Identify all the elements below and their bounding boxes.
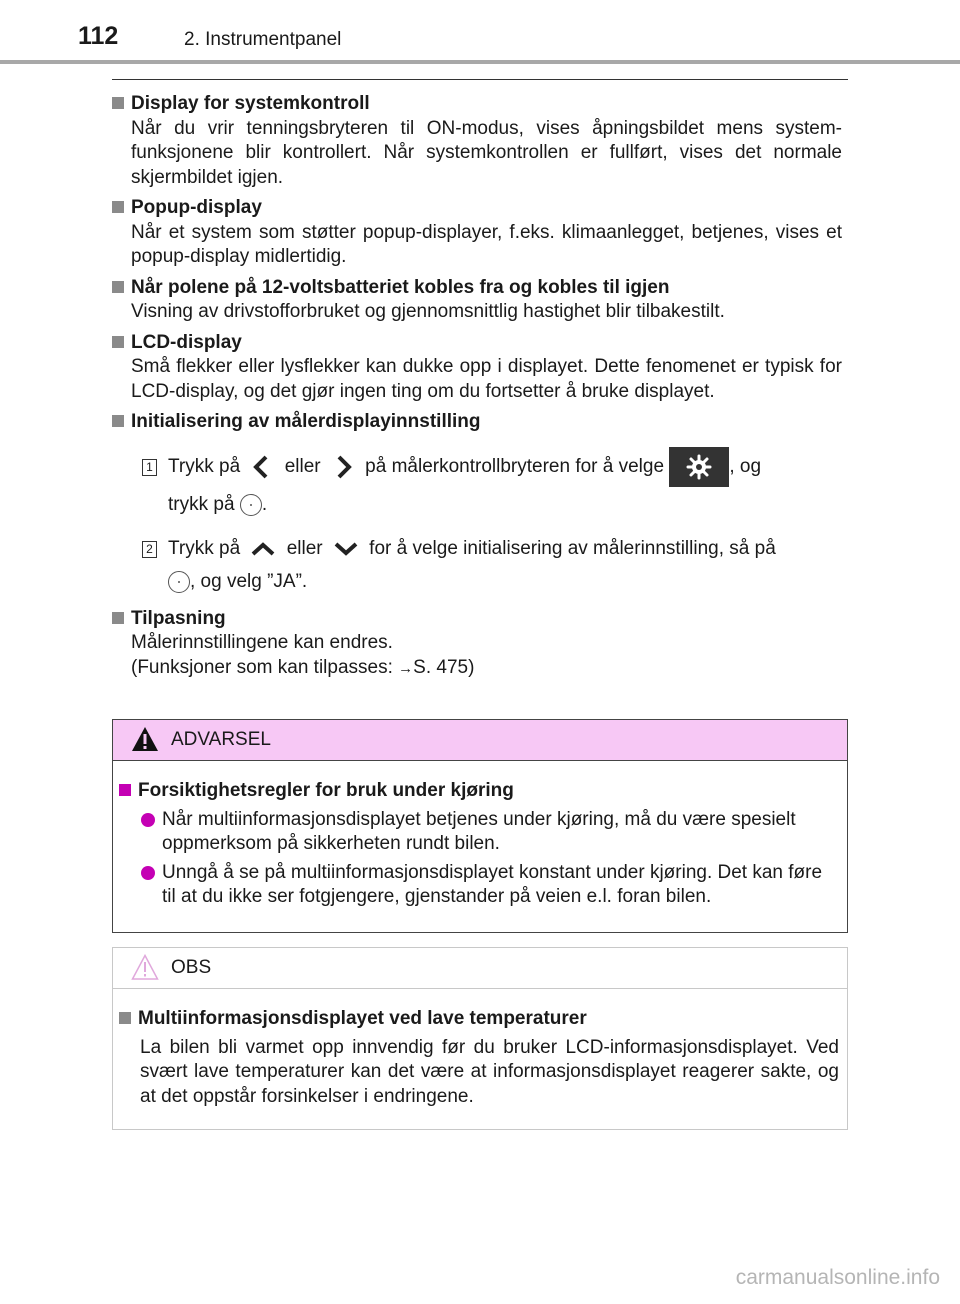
chevron-up-icon [245, 538, 281, 560]
section-body: Når et system som støtter popup-displayer, f.eks. klimaanlegget, betjenes, vises et popup-display midlertidig. [131, 221, 842, 267]
warning-title [119, 779, 839, 804]
round-bullet-icon [141, 866, 155, 880]
section-body: Små flekker eller lysflekker kan dukke opp i displayet. Dette fenomenet er typisk for LCD-display, og det gjør ingen ting om du fortsetter å bruke displayet. [131, 356, 842, 402]
section-title [112, 331, 842, 356]
chapter-title: 2. Instrumentpanel [184, 29, 342, 50]
square-bullet-icon [119, 784, 131, 796]
step-1-continued [112, 487, 842, 523]
gear-icon [669, 447, 729, 487]
dial-button-icon [168, 571, 190, 593]
dial-button-icon [240, 494, 262, 516]
note-title-text: Multiinformasjonsdisplayet ved lave temperaturer [138, 1008, 587, 1029]
warning-box [112, 719, 848, 933]
step-text: eller [284, 455, 321, 477]
section-body [112, 631, 842, 681]
page-reference-link[interactable]: S. 475) [413, 656, 475, 678]
page-number: 112 [78, 22, 119, 50]
section-title [112, 92, 842, 117]
square-bullet-icon [112, 201, 124, 213]
arrow-icon: → [398, 659, 414, 677]
step-number: 1 [142, 459, 157, 476]
step-1 [112, 447, 842, 487]
reference-prefix: (Funksjoner som kan tilpasses: [131, 656, 399, 678]
step-text: for å velge initialisering av målerinnstilling, så på [369, 537, 776, 559]
note-title [119, 1007, 839, 1032]
section-rule [112, 79, 848, 80]
section-title [112, 196, 842, 221]
warning-bullet-text: Når multiinformasjonsdisplayet betjenes under kjøring, må du være spesielt oppmerksom på sikkerheten rundt bilen. [162, 808, 796, 854]
warning-body [113, 761, 847, 910]
step-text: trykk på [168, 493, 235, 515]
section-title-text: Tilpasning [131, 607, 226, 629]
section-title [112, 410, 842, 435]
step-2 [112, 533, 842, 565]
square-bullet-icon [112, 415, 124, 427]
step-text: på målerkontrollbryteren for å velge [365, 455, 665, 477]
section-title [112, 607, 842, 632]
square-bullet-icon [112, 336, 124, 348]
watermark: carmanualsonline.info [735, 1266, 940, 1289]
step-number: 2 [142, 541, 157, 558]
step-2-continued [112, 565, 842, 599]
main-content [112, 92, 842, 687]
customization-reference [131, 656, 842, 682]
section-body: Når du vrir tenningsbryteren til ON-modus, vises åpningsbildet mens system-funksjonene blir kontrollert. Når systemkontrollen er fullført, vises det normale skjermbildet igjen. [131, 117, 842, 188]
square-bullet-icon [119, 1012, 131, 1024]
warning-title-text: Forsiktighetsregler for bruk under kjøring [138, 780, 514, 801]
step-text: , og velg ”JA”. [190, 570, 308, 592]
section-title [112, 276, 842, 301]
round-bullet-icon [141, 813, 155, 827]
square-bullet-icon [112, 97, 124, 109]
chevron-down-icon [328, 538, 364, 560]
section-title-text: LCD-display [131, 331, 242, 353]
step-text: . [261, 493, 268, 515]
step-text: eller [286, 537, 323, 559]
step-text: Trykk på [168, 455, 241, 477]
note-box [112, 947, 848, 1130]
step-text: Trykk på [168, 537, 241, 559]
note-text: La bilen bli varmet opp innvendig før du bruker LCD-informasjonsdisplayet. Ved svært lave temperaturer kan det være at informasjonsdisplayet reagerer sakte, og at det oppstår forsinkelser i endringene. [140, 1036, 839, 1107]
caution-triangle-icon [131, 954, 159, 980]
note-label: OBS [171, 957, 212, 978]
warning-header [113, 720, 847, 761]
warning-bullet-text: Unngå å se på multiinformasjonsdisplayet konstant under kjøring. Det kan føre til at du ikke ser fotgjengere, gjenstander på veien e.l. foran bilen. [162, 861, 823, 907]
step-text: , og [729, 455, 762, 477]
warning-label: ADVARSEL [171, 729, 271, 750]
chevron-left-icon [245, 454, 279, 480]
customization-line: Målerinnstillingene kan endres. [131, 632, 393, 654]
warning-bullet [119, 861, 839, 910]
warning-triangle-icon [131, 726, 159, 752]
section-body: Visning av drivstofforbruket og gjennomsnittlig hastighet blir tilbakestilt. [131, 301, 725, 322]
warning-bullet [119, 808, 839, 857]
square-bullet-icon [112, 281, 124, 293]
square-bullet-icon [112, 612, 124, 624]
note-body [113, 989, 847, 1109]
section-title-text: Initialisering av målerdisplayinnstilling [131, 411, 481, 432]
section-title-text: Når polene på 12-voltsbatteriet kobles fra og kobles til igjen [131, 276, 670, 298]
chevron-right-icon [326, 454, 360, 480]
section-title-text: Popup-display [131, 197, 262, 218]
note-header [113, 948, 847, 989]
section-title-text: Display for systemkontroll [131, 93, 370, 114]
header-rule [0, 60, 960, 64]
